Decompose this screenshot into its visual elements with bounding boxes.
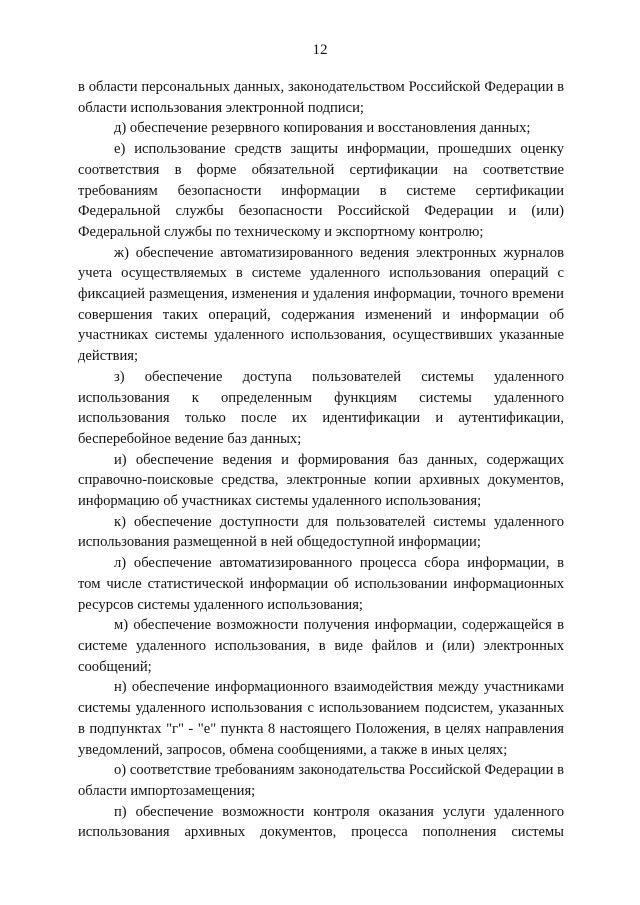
paragraph-item-m: м) обеспечение возможности получения информации, содержащейся в системе удаленного использования, в виде файлов и (или) электронных сообщений;	[78, 617, 564, 675]
paragraph-item-l: л) обеспечение автоматизированного процесса сбора информации, в том числе статистической информации об использовании информационных ресурсов системы удаленного использования;	[78, 555, 564, 613]
paragraph-item-k: к) обеспечение доступности для пользователей системы удаленного использования размещенной в ней общедоступной информации;	[78, 513, 564, 551]
document-body	[78, 77, 564, 843]
paragraph-item-z: з) обеспечение доступа пользователей системы удаленного использования к определенным функциям системы удаленного использования только после их идентификации и аутентификации, бесперебойное ведение баз данных;	[78, 368, 564, 447]
paragraph-item-zh: ж) обеспечение автоматизированного ведения электронных журналов учета осуществляемых в системе удаленного использования операций с фиксацией размещения, изменения и удаления информации, точного времени совершения таких операций, содержания изменений и информации об участниках системы удаленного использования, осуществивших указанные действия;	[78, 244, 564, 365]
paragraph-item-e: е) использование средств защиты информации, прошедших оценку соответствия в форме обязательной сертификации на соответствие требованиям безопасности информации в системе сертификации Федеральной службы безопасности Российской Федерации и (или) Федеральной службы по техническому и экспортному контролю;	[78, 141, 564, 240]
paragraph-continuation: в области персональных данных, законодательством Российской Федерации в области использования электронной подписи;	[78, 79, 564, 116]
page-number: 12	[312, 42, 328, 58]
paragraph-item-o: о) соответствие требованиям законодательства Российской Федерации в области импортозамещения;	[78, 762, 564, 799]
paragraph-item-n: н) обеспечение информационного взаимодействия между участниками системы удаленного использования с использованием подсистем, указанных в подпунктах "г" - "е" пункта 8 настоящего Положения, в целях направления уведомлений, запросов, обмена сообщениями, а также в иных целях;	[78, 679, 564, 758]
paragraph-item-p: п) обеспечение возможности контроля оказания услуги удаленного использования архивных документов, процесса пополнения системы	[78, 803, 564, 841]
paragraph-item-i: и) обеспечение ведения и формирования баз данных, содержащих справочно-поисковые средства, электронные копии архивных документов, информацию об участниках системы удаленного использования;	[78, 451, 564, 510]
paragraph-item-d: д) обеспечение резервного копирования и восстановления данных;	[114, 120, 531, 137]
